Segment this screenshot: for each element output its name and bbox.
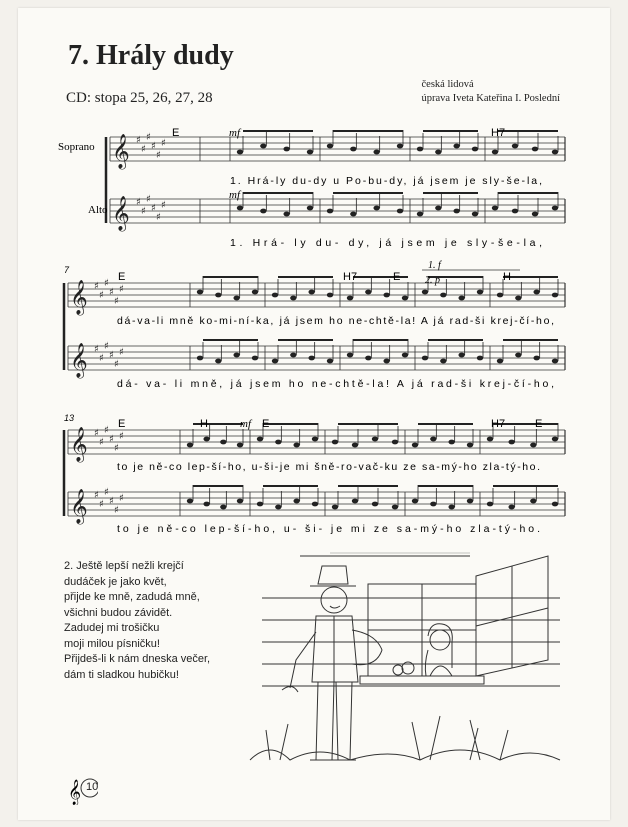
chord-e: E — [262, 418, 270, 430]
note-head — [412, 499, 418, 504]
sharp-icon: ♯ — [94, 344, 99, 355]
sharp-icon: ♯ — [146, 194, 151, 205]
note-head — [552, 206, 558, 211]
stanza-line: 2. Ještě lepší nežli krejčí — [64, 560, 184, 572]
note-head — [477, 356, 483, 361]
sharp-icon: ♯ — [119, 347, 124, 358]
note-head — [552, 359, 558, 364]
sharp-icon: ♯ — [119, 431, 124, 442]
lyrics-row2-alto: dá- va- li mně, já jsem ho ne-chtě-la! A já rad-ši krej-čí-ho, — [117, 378, 554, 390]
lyrics-row3-alto: to je ně-co lep-ší-ho, u- ši- je mi ze sa-mý-ho zla-tý-ho. — [117, 523, 540, 535]
note-head — [260, 209, 266, 214]
note-head — [458, 296, 464, 301]
chord-e: E — [118, 418, 126, 430]
note-head — [435, 206, 441, 211]
note-head — [422, 356, 428, 361]
note-head — [430, 502, 436, 507]
note-head — [508, 440, 514, 445]
bagpiper-illustration — [250, 556, 560, 760]
note-head — [220, 505, 226, 510]
note-head — [532, 147, 538, 152]
note-head — [487, 437, 493, 442]
lyrics-row1-soprano: 1. Hrá-ly du-dy u Po-bu-dy, já jsem je sly-še-la, — [230, 175, 542, 187]
note-head — [472, 147, 478, 152]
note-head — [312, 502, 318, 507]
note-head — [365, 356, 371, 361]
note-head — [515, 353, 521, 358]
note-head — [392, 440, 398, 445]
sharp-icon: ♯ — [114, 443, 119, 454]
grass — [250, 716, 560, 760]
sharp-icon: ♯ — [151, 141, 156, 152]
note-head — [532, 212, 538, 217]
chord-h7: H7 — [491, 127, 506, 139]
treble-clef-icon: 𝄞 — [70, 489, 88, 524]
note-head — [497, 359, 503, 364]
note-head — [327, 144, 333, 149]
note-head — [402, 353, 408, 358]
lyrics-row1-alto: 1. Hrá- ly du- dy, já jsem je sly-še-la, — [230, 237, 542, 249]
note-head — [383, 293, 389, 298]
sharp-icon: ♯ — [109, 287, 114, 298]
chord-h: H — [503, 271, 511, 283]
note-head — [237, 150, 243, 155]
note-head — [448, 505, 454, 510]
song-title: 7. Hrály dudy — [68, 40, 234, 71]
voice-label-alto: Alto — [88, 204, 108, 216]
note-head — [257, 437, 263, 442]
note-head — [260, 144, 266, 149]
note-head — [352, 499, 358, 504]
sharp-icon: ♯ — [94, 281, 99, 292]
sharp-icon: ♯ — [99, 437, 104, 448]
sharp-icon: ♯ — [114, 296, 119, 307]
note-head — [477, 290, 483, 295]
treble-clef-icon: 𝄞 — [112, 196, 130, 231]
note-head — [530, 443, 536, 448]
note-head — [515, 296, 521, 301]
note-head — [307, 150, 313, 155]
note-head — [290, 296, 296, 301]
cd-tracks: CD: stopa 25, 26, 27, 28 — [66, 90, 213, 106]
note-head — [215, 293, 221, 298]
note-head — [552, 150, 558, 155]
note-head — [533, 356, 539, 361]
note-head — [440, 293, 446, 298]
dynamic-mf-row3: mf — [240, 418, 251, 430]
sharp-icon: ♯ — [94, 428, 99, 439]
sharp-icon: ♯ — [156, 212, 161, 223]
stanza-2 — [64, 559, 210, 683]
chord-h: H — [200, 418, 208, 430]
dynamic-mf-soprano: mf — [229, 127, 240, 139]
treble-clef-icon: 𝄞 — [112, 134, 130, 169]
sharp-icon: ♯ — [136, 197, 141, 208]
sharp-icon: ♯ — [141, 144, 146, 155]
note-head — [487, 502, 493, 507]
note-head — [220, 440, 226, 445]
bagpiper — [282, 566, 382, 760]
sharp-icon: ♯ — [151, 203, 156, 214]
note-head — [237, 443, 243, 448]
note-head — [332, 440, 338, 445]
note-head — [497, 293, 503, 298]
sharp-icon: ♯ — [104, 425, 109, 436]
stanza-line: přijde ke mně, zadudá mně, — [64, 591, 200, 603]
stanza-line: moji milou písničku! — [64, 637, 160, 650]
sharp-icon: ♯ — [99, 499, 104, 510]
measure-number-7: 7 — [64, 265, 70, 275]
sharp-icon: ♯ — [94, 490, 99, 501]
note-head — [372, 502, 378, 507]
lyrics-row2-soprano: dá-va-li mně ko-mi-ní-ka, já jsem ho ne-chtě-la! A já rad-ši krej-čí-ho, — [117, 315, 555, 327]
chord-e: E — [172, 127, 180, 139]
note-head — [448, 440, 454, 445]
chord-h7: H7 — [343, 271, 358, 283]
note-head — [327, 209, 333, 214]
note-head — [327, 293, 333, 298]
note-head — [352, 443, 358, 448]
note-head — [347, 353, 353, 358]
volta-second: 2. p — [425, 275, 440, 286]
note-head — [417, 212, 423, 217]
sharp-icon: ♯ — [109, 350, 114, 361]
sharp-icon: ♯ — [99, 290, 104, 301]
note-head — [308, 356, 314, 361]
sharp-icon: ♯ — [99, 353, 104, 364]
note-head — [435, 150, 441, 155]
note-head — [412, 443, 418, 448]
note-head — [272, 359, 278, 364]
note-head — [327, 359, 333, 364]
sharp-icon: ♯ — [104, 341, 109, 352]
note-head — [252, 356, 258, 361]
note-head — [533, 290, 539, 295]
dynamic-mf-alto: mf — [229, 189, 240, 201]
chord-e: E — [118, 271, 126, 283]
note-head — [350, 212, 356, 217]
stanza-line: dudáček je jako květ, — [64, 575, 167, 588]
stanza-line: všichni budou závidět. — [64, 606, 173, 619]
note-head — [312, 437, 318, 442]
note-head — [417, 147, 423, 152]
note-head — [252, 290, 258, 295]
note-head — [332, 505, 338, 510]
page-number-badge — [68, 775, 98, 805]
note-head — [197, 290, 203, 295]
note-head — [203, 502, 209, 507]
note-head — [237, 206, 243, 211]
wall-boards — [262, 556, 560, 686]
note-head — [430, 437, 436, 442]
stanza-line: dám ti sladkou hubičku! — [64, 668, 179, 681]
note-head — [453, 209, 459, 214]
note-head — [422, 290, 428, 295]
note-head — [233, 353, 239, 358]
note-head — [215, 359, 221, 364]
treble-clef-icon: 𝄞 — [70, 280, 88, 315]
note-head — [440, 359, 446, 364]
note-head — [275, 505, 281, 510]
note-head — [307, 206, 313, 211]
treble-clef-icon: 𝄞 — [70, 343, 88, 378]
sharp-icon: ♯ — [146, 132, 151, 143]
note-head — [290, 353, 296, 358]
note-head — [308, 290, 314, 295]
note-head — [373, 150, 379, 155]
sharp-icon: ♯ — [109, 434, 114, 445]
note-head — [492, 206, 498, 211]
note-head — [397, 209, 403, 214]
note-head — [257, 502, 263, 507]
sharp-icon: ♯ — [109, 496, 114, 507]
note-head — [350, 147, 356, 152]
sharp-icon: ♯ — [119, 493, 124, 504]
credit-origin: česká lidová — [421, 79, 474, 90]
note-head — [552, 502, 558, 507]
sharp-icon: ♯ — [161, 138, 166, 149]
note-head — [458, 353, 464, 358]
page-number: 10 — [86, 781, 99, 793]
stanza-line: Přijdeš-li k nám dneska večer, — [64, 653, 211, 665]
note-head — [293, 499, 299, 504]
note-head — [203, 437, 209, 442]
note-head — [402, 296, 408, 301]
score-marks — [64, 130, 565, 553]
note-head — [552, 437, 558, 442]
girl-at-window — [393, 624, 452, 676]
note-head — [283, 212, 289, 217]
note-head — [383, 359, 389, 364]
note-head — [397, 144, 403, 149]
note-head — [373, 206, 379, 211]
sharp-icon: ♯ — [141, 206, 146, 217]
note-head — [237, 499, 243, 504]
sharp-icon: ♯ — [114, 359, 119, 370]
note-head — [365, 290, 371, 295]
lyrics-row3-soprano: to je ně-co lep-ší-ho, u-ši-je mi šně-ro-vač-ku ze sa-mý-ho zla-tý-ho. — [117, 461, 541, 473]
note-head — [552, 293, 558, 298]
note-head — [512, 209, 518, 214]
note-head — [467, 443, 473, 448]
note-head — [508, 505, 514, 510]
credit-arranger: úprava Iveta Kateřina I. Poslední — [421, 93, 560, 104]
note-head — [453, 144, 459, 149]
volta-first: 1. f — [428, 260, 441, 271]
note-head — [492, 150, 498, 155]
chord-e: E — [535, 418, 543, 430]
sharp-icon: ♯ — [161, 200, 166, 211]
note-head — [275, 440, 281, 445]
note-head — [272, 293, 278, 298]
sharp-icon: ♯ — [156, 150, 161, 161]
note-head — [283, 147, 289, 152]
note-head — [392, 505, 398, 510]
measure-number-13: 13 — [64, 413, 75, 423]
note-head — [187, 499, 193, 504]
sharp-icon: ♯ — [104, 487, 109, 498]
note-head — [472, 212, 478, 217]
note-head — [233, 296, 239, 301]
chord-e: E — [393, 271, 401, 283]
note-head — [372, 437, 378, 442]
note-head — [467, 499, 473, 504]
voice-label-soprano: Soprano — [58, 141, 95, 153]
note-head — [293, 443, 299, 448]
sharp-icon: ♯ — [104, 278, 109, 289]
note-head — [347, 296, 353, 301]
svg-text:𝄞: 𝄞 — [68, 780, 82, 805]
note-head — [197, 356, 203, 361]
sharp-icon: ♯ — [119, 284, 124, 295]
stanza-line: Zadudej mi trošičku — [64, 622, 160, 634]
chord-h7: H7 — [491, 418, 506, 430]
sharp-icon: ♯ — [114, 505, 119, 516]
sharp-icon: ♯ — [136, 135, 141, 146]
treble-clef-icon: 𝄞 — [70, 427, 88, 462]
note-head — [187, 443, 193, 448]
note-head — [530, 499, 536, 504]
note-head — [512, 144, 518, 149]
